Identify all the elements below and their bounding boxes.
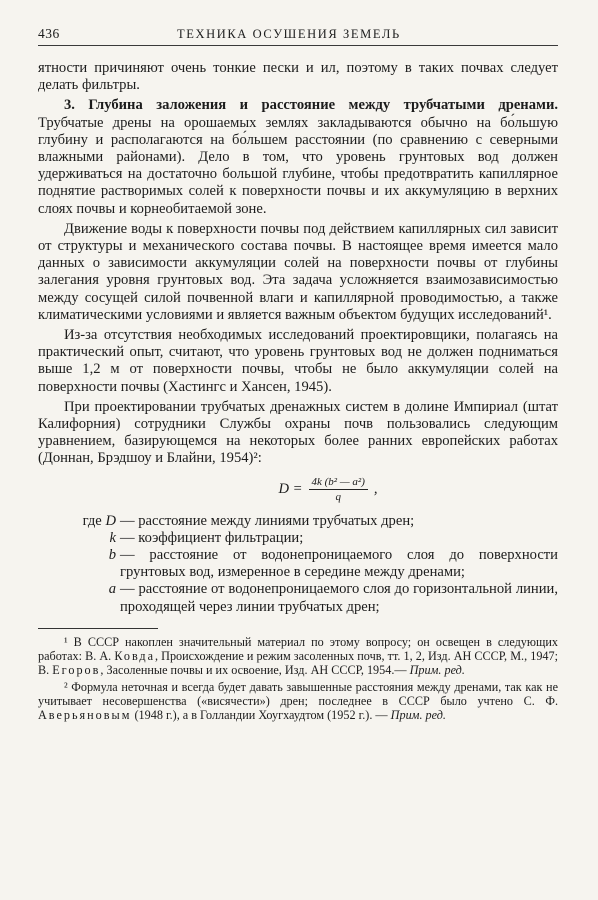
- footnote-2-author: Аверьяновым: [38, 707, 132, 722]
- footnote-1: [38, 635, 558, 678]
- running-title: ТЕХНИКА ОСУШЕНИЯ ЗЕМЕЛЬ: [177, 27, 401, 41]
- footnote-2-text-a: ² Формула неточная и всегда будет давать завышенные расстояния между дренами, так как не учитывает несовершенства («висячести») дрен; последнее в СССР было учтено С. Ф.: [38, 679, 558, 708]
- definition-text: — расстояние от водонепроницаемого слоя до горизонтальной линии, проходящей через линии трубчатых дрен;: [120, 581, 558, 615]
- definition-symbol: [38, 513, 120, 530]
- definition-row: [38, 547, 558, 581]
- footnote-1-author-1: Ковда: [114, 649, 156, 664]
- symbol-b: b: [108, 547, 116, 564]
- definition-text: — расстояние между линиями трубчатых дрен;: [120, 512, 415, 529]
- footnote-1-text-b: , Происхождение и режим засоленных почв, тт. 1, 2, Изд. АН СССР, М., 1947; В.: [38, 649, 558, 678]
- footnote-2-editor-note: Прим. ред.: [390, 707, 446, 722]
- footnote-1-author-2: Егоров: [52, 663, 101, 678]
- formula-fraction: [309, 476, 368, 503]
- page-header: [38, 26, 558, 46]
- formula: [98, 476, 558, 503]
- symbol-a: a: [108, 581, 116, 598]
- definitions-lead: где: [82, 512, 102, 529]
- definition-symbol: [38, 547, 120, 581]
- formula-denominator: q: [335, 490, 341, 503]
- definition-row: [38, 513, 558, 530]
- symbol-k: k: [109, 529, 116, 546]
- paragraph-2-body: Трубчатые дрены на орошаемых землях закладываются обычно на бо́льшую глубину и располагаются на бо́льшем расстоянии (по сравнению с северными влажными районами). Дело в том, что уровень грунтовых вод должен удерживаться на достаточно большой глубине, чтобы предотвратить капиллярное поднятие растворимых солей к поверхности почвы и их аккумуляцию в верхних слоях почвы и корнеобитаемой зоне.: [38, 114, 558, 217]
- definition-text: — коэффициент фильтрации;: [120, 529, 304, 546]
- footnote-divider: [38, 628, 158, 629]
- paragraph-5: При проектировании трубчатых дренажных систем в долине Импириал (штат Калифорния) сотрудники Службы охраны почв пользовались следующим уравнением, базирующемся на некоторых более ранних европейских работах (Доннан, Брэдшоу и Блайни, 1954)²:: [38, 398, 558, 467]
- definition-row: [38, 581, 558, 615]
- definitions-list: [38, 513, 558, 616]
- definition-row: [38, 530, 558, 547]
- paragraph-1: ятности причиняют очень тонкие пески и ил, поэтому в таких почвах следует делать фильтры.: [38, 60, 558, 94]
- footnote-1-text-a: ¹ В СССР накоплен значительный материал по этому вопросу; он освещен в следующих работах: В. А.: [38, 634, 558, 664]
- formula-numerator: 4k (b² — a²): [309, 476, 368, 490]
- footnote-2-text-b: (1948 г.), а в Голландии Хоугхаудтом (1952 г.). —: [131, 707, 391, 722]
- formula-lhs: D =: [278, 480, 303, 497]
- paragraph-4: Из-за отсутствия необходимых исследований проектировщики, полагаясь на практический опыт, считают, что уровень грунтовых вод не должен подниматься выше 1,2 м от поверхности почвы, чтобы не было аккумуляции солей на поверхности почвы (Хастингс и Хансен, 1945).: [38, 327, 558, 395]
- footnote-1-editor-note: Прим. ред.: [409, 663, 465, 678]
- paragraph-3: Движение воды к поверхности почвы под действием капиллярных сил зависит от структуры и механического состава почвы. В настоящее время имеется мало данных о зависимости аккумуляции солей на поверхности почвы от глубины залегания уровня грунтовых вод. Эта задача усложняется взаимозависимостью между сосущей силой почвенной влаги и капиллярной проводимостью, а также климатическими условиями и является важным объектом будущих исследований¹.: [38, 220, 558, 323]
- page-number: 436: [38, 26, 60, 41]
- section-heading: 3. Глубина заложения и расстояние между трубчатыми дренами.: [64, 97, 558, 114]
- symbol-d: D: [105, 512, 116, 529]
- formula-tail: ,: [373, 480, 378, 497]
- footnote-2: [38, 680, 558, 723]
- definition-symbol: [38, 530, 120, 547]
- paragraph-2: [38, 97, 558, 217]
- footnote-1-text-c: , Засоленные почвы и их освоение, Изд. АН СССР, 1954.—: [100, 663, 410, 678]
- definition-symbol: [38, 581, 120, 615]
- definition-text: — расстояние от водонепроницаемого слоя до поверхности грунтовых вод, измеренное в середине между дренами;: [120, 547, 558, 581]
